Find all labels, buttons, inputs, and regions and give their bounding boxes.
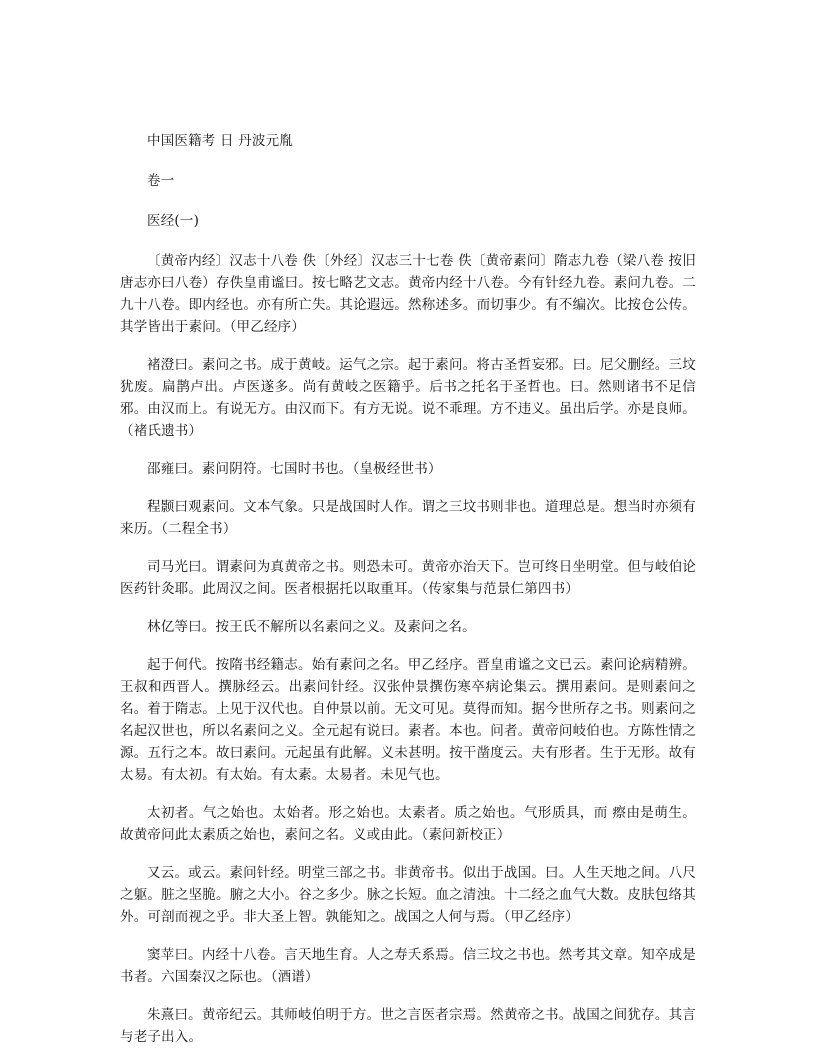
volume-heading: 卷一	[147, 173, 175, 189]
paragraph: 〔黄帝内经〕汉志十八卷 佚〔外经〕汉志三十七卷 佚〔黄帝素问〕隋志九卷（梁八卷 按旧唐志亦曰八卷）存佚皇甫谧曰。按七略艺文志。黄帝内经十八卷。今有针经九卷。素问九卷。二九十八卷。即内经也。亦有所亡失。其论遐远。然称述多。而切事少。有不编次。比按仓公传。其学皆出于素问。（甲乙经序）	[120, 253, 696, 335]
paragraph: 程颢曰观素问。文本气象。只是战国时人作。谓之三坟书则非也。道理总是。想当时亦须有来历。（二程全书）	[120, 499, 696, 537]
section-heading: 医经(一)	[147, 213, 200, 229]
paragraph: 起于何代。按隋书经籍志。始有素问之名。甲乙经序。晋皇甫谧之文已云。素问论病精辨。王叔和西晋人。撰脉经云。出素问针经。汉张仲景撰伤寒卒病论集云。撰用素问。是则素问之名。着于隋志。上见于汉代也。自仲景以前。无文可见。莫得而知。据今世所存之书。则素问之名起汉世也，所以名素问之义。全元起有说曰。素者。本也。问者。黄帝问岐伯也。方陈性情之源。五行之本。故曰素问。元起虽有此解。义未甚明。按干凿度云。夫有形者。生于无形。故有太易。有太初。有太始。有太素。太易者。未见气也。	[120, 657, 696, 783]
paragraph: 褚澄曰。素问之书。成于黄岐。运气之宗。起于素问。将古圣哲妄邪。曰。尼父删经。三坟犹废。扁鹊卢出。卢医遂多。尚有黄岐之医籍乎。后书之托名于圣哲也。曰。然则诸书不足信邪。由汉而上。有说无方。由汉而下。有方无说。说不乖理。方不违义。虽出后学。亦是良师。（褚氏遗书）	[120, 357, 696, 439]
paragraph: 朱熹曰。黄帝纪云。其师岐伯明于方。世之言医者宗焉。然黄帝之书。战国之间犹存。其言与老子出入。	[120, 1007, 696, 1045]
paragraph: 太初者。气之始也。太始者。形之始也。太素者。质之始也。气形质具，而 瘵由是萌生。故黄帝问此太素质之始也，素问之名。义或由此。（素问新校正）	[120, 805, 696, 843]
paragraph: 司马光曰。谓素问为真黄帝之书。则恐未可。黄帝亦治天下。岂可终日坐明堂。但与岐伯论医药针灸耶。此周汉之间。医者根据托以取重耳。（传家集与范景仁第四书）	[120, 559, 696, 597]
paragraph: 窦苹曰。内经十八卷。言天地生育。人之寿夭系焉。信三坟之书也。然考其文章。知卒成是书者。六国秦汉之际也。（酒谱）	[120, 947, 696, 985]
document-title: 中国医籍考 日 丹波元胤	[147, 133, 293, 149]
paragraph: 林亿等曰。按王氏不解所以名素问之义。及素问之名。	[147, 619, 476, 635]
paragraph: 邵雍曰。素问阴符。七国时书也。（皇极经世书）	[147, 461, 442, 477]
document-page	[120, 130, 696, 1064]
paragraph: 又云。或云。素问针经。明堂三部之书。非黄帝书。似出于战国。曰。人生天地之间。八尺之躯。脏之坚脆。腑之大小。谷之多少。脉之长短。血之清浊。十二经之血气大数。皮肤包络其外。可剖而视之乎。非大圣上智。孰能知之。战国之人何与焉。（甲乙经序）	[120, 865, 696, 925]
